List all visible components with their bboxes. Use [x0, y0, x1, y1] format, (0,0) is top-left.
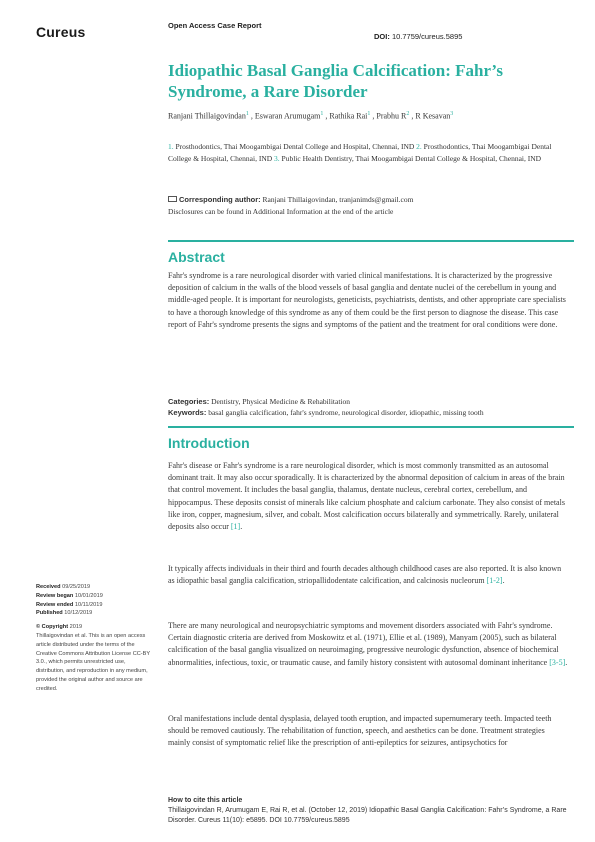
doi-label: DOI:	[374, 32, 390, 41]
received-label: Received	[36, 584, 61, 590]
license-text: Thillaigovindan et al. This is an open access article distributed under the terms of the Creative Commons Attribution License CC-BY 3.0., which permits unrestricted use, distribution, and reproduction in any medium, provided the original author and source are credited.	[36, 632, 150, 692]
author-affil-num: 3	[450, 111, 454, 117]
intro-p2-end: .	[502, 576, 505, 586]
affil-number: 3.	[274, 154, 280, 163]
envelope-icon	[168, 196, 177, 202]
cureus-logo: Cureus	[36, 24, 86, 40]
author-sep: ,	[248, 111, 255, 121]
citation-link[interactable]: [1]	[230, 522, 241, 532]
abstract-heading: Abstract	[168, 249, 225, 265]
doi	[374, 32, 462, 41]
author-affil-num: 2	[406, 111, 410, 117]
author-sep: ,	[323, 111, 330, 121]
how-to-cite-label: How to cite this article	[168, 797, 243, 804]
categories	[168, 397, 578, 418]
review-began-date: 10/01/2019	[73, 592, 103, 599]
intro-paragraph-3	[168, 620, 568, 669]
corr-label: Corresponding author:	[179, 195, 261, 204]
author-sep: ,	[370, 111, 377, 121]
author-list	[168, 111, 568, 121]
author-name[interactable]: Rathika Rai	[329, 111, 368, 121]
section-divider	[168, 426, 574, 428]
article-type: Open Access Case Report	[168, 21, 262, 30]
article-history	[36, 583, 154, 694]
intro-p3-text: There are many neurological and neuropsychiatric symptoms and movement disorders associated with Fahr's syndrome. Certain diagnostic criteria are derived from Moskowitz et al. (1971), Ellie et al. (1989), Manyam (2005), such as bilateral calcification of the basal ganglia visualized on neuroimaging, progressive neurologic dysfunction, absence of biochemical abnormalities, infectious, toxic, or traumatic cause, and family history consistent with autosomal dominant inheritance	[168, 621, 559, 667]
affil-number: 2.	[416, 142, 422, 151]
copyright-year: 2019	[68, 624, 83, 631]
intro-p3-end: .	[565, 657, 568, 667]
review-began-label: Review began	[36, 592, 74, 599]
article-title: Idiopathic Basal Ganglia Calcification: Fahr’s Syndrome, a Rare Disorder	[168, 61, 503, 101]
categories-text[interactable]: Dentistry, Physical Medicine & Rehabilitation	[209, 397, 351, 406]
copyright-label: © Copyright	[36, 624, 69, 631]
author-name[interactable]: Ranjani Thillaigovindan	[168, 111, 246, 121]
published-date: 10/12/2019	[62, 610, 93, 617]
author-affil-num: 1	[367, 111, 371, 117]
author-affil-num: 1	[320, 111, 324, 117]
author-name[interactable]: Eswaran Arumugam	[254, 111, 321, 121]
author-name[interactable]: Prabhu R	[376, 111, 407, 121]
affil-text: Prosthodontics, Thai Moogambigai Dental College & Hospital, Chennai, IND	[168, 142, 552, 163]
author-sep: ,	[409, 111, 416, 121]
review-ended-date: 10/11/2019	[73, 601, 103, 608]
affil-text: Prosthodontics, Thai Moogambigai Dental College and Hospital, Chennai, IND	[173, 142, 417, 151]
corr-text[interactable]: Ranjani Thillaigovindan, tranjanimds@gmail.com	[260, 195, 414, 204]
citation-link[interactable]: [1-2]	[486, 576, 503, 586]
abstract-text: Fahr's syndrome is a rare neurological disorder with varied clinical manifestations. It is characterized by the progressive deposition of calcium in the walls of the blood vessels of basal ganglia and dentate nuclei of the cerebellum in young and middle-aged people. It is important for neurologists, geneticists, psychiatrists, dentists, and other appropriate care specialists to have a thorough knowledge of this syndrome as any of them could be the first person to diagnose the disease. This case report of Fahr's syndrome presents the signs and symptoms of the patient and the treatment for oral conditions were done.	[168, 271, 566, 329]
affiliations	[168, 141, 573, 165]
affil-number: 1.	[168, 142, 174, 151]
intro-p2-text: It typically affects individuals in their third and fourth decades although childhood cases are also reported. It is also known as idiopathic basal ganglia calcification, striopallidodentate calcification, and calcinosis nucleorum	[168, 564, 562, 586]
intro-paragraph-4: Oral manifestations include dental dysplasia, delayed tooth eruption, and impacted supernumerary teeth. Impacted teeth should be removed cautiously. The rehabilitation of function, speech, and aesthetics can be done. Treatment strategies mainly consist of symptomatic relief like the prescription of anti-epileptics for seizures, antipsychotics for	[168, 714, 552, 748]
how-to-cite	[168, 796, 578, 826]
correspondence	[168, 194, 573, 218]
disclosures: Disclosures can be found in Additional Information at the end of the article	[168, 207, 394, 216]
intro-paragraph-2	[168, 563, 568, 587]
citation-text: Thillaigovindan R, Arumugam E, Rai R, et al. (October 12, 2019) Idiopathic Basal Ganglia Calcification: Fahr’s Syndrome, a Rare Disorder. Cureus 11(10): e5895. DOI 10.7759/cureus.5895	[168, 807, 567, 824]
affil-text: Public Health Dentistry, Thai Moogambigai Dental College & Hospital, Chennai, IND	[279, 154, 542, 163]
review-ended-label: Review ended	[36, 601, 74, 608]
intro-p1-end: .	[240, 522, 243, 532]
author-name[interactable]: R Kesavan	[415, 111, 451, 121]
keywords-label: Keywords:	[168, 407, 207, 417]
author-affil-num: 1	[245, 111, 249, 117]
doi-value[interactable]: 10.7759/cureus.5895	[391, 32, 463, 41]
published-label: Published	[36, 610, 63, 617]
section-divider	[168, 240, 574, 242]
citation-link[interactable]: [3-5]	[549, 657, 566, 667]
intro-p1-text: Fahr's disease or Fahr's syndrome is a rare neurological disorder, which is most commonly transmitted as an autosomal dominant trait. It may also occur sporadically. It is characterized by the abnormal deposition of calcium in areas of the brain that control movement. It includes the basal ganglia, thalamus, dentate nucleus, cerebral cortex, cerebellum, and hippocampus. These deposits consist of minerals like calcium phosphate and calcium carbonate. They also consist of metals like iron, copper, magnesium, silver, and cobalt. Most calcification occurs bilaterally and symmetrically. Rarely, unilateral deposits also occur	[168, 461, 565, 532]
keywords-text: basal ganglia calcification, fahr's syndrome, neurological disorder, idiopathic, missing tooth	[206, 407, 484, 417]
categories-label: Categories:	[168, 397, 210, 406]
introduction-heading: Introduction	[168, 435, 250, 451]
intro-paragraph-1	[168, 460, 568, 533]
received-date: 09/25/2019	[60, 584, 91, 590]
